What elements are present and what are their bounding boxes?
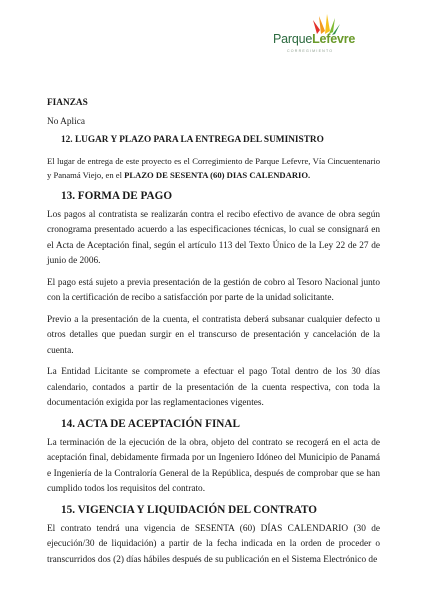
section-13-paragraph-4: La Entidad Licitante se compromete a efectuar el pago Total dentro de los 30 días calendario, contados a partir de la presentación de la cuenta respectiva, con toda la documentación exigida por las reglamentaciones vigentes. [47, 367, 380, 408]
logo-tagline: CORREGIMIENTO [287, 49, 334, 53]
logo-wordmark [273, 32, 355, 46]
section-12-title: 12. LUGAR Y PLAZO PARA LA ENTREGA DEL SUMINISTRO [61, 135, 324, 145]
section-14-paragraph-1: La terminación de la ejecución de la obra, objeto del contrato se recogerá en el acta de aceptación final, debidamente firmada por un Ingeniero Idóneo del Municipio de Panamá e Ingeniería de la Contraloría General de la República, después de comprobar que se han cumplido todos los requisitos del contrato. [47, 437, 380, 494]
section-14-title: 14. ACTA DE ACEPTACIÓN FINAL [61, 417, 240, 430]
fianzas-body: No Aplica [47, 116, 85, 127]
section-13-paragraph-1: Los pagos al contratista se realizarán contra el recibo efectivo de avance de obra según cronograma presentado acuerdo a las especificaciones técnicas, lo cual se consignará en el Acta de Aceptación final, según el artículo 113 del Texto Único de la Ley 22 de 27 de junio de 2006. [47, 209, 380, 266]
section-12-body [47, 154, 380, 183]
section-12-body-plazo: PLAZO DE SESENTA (60) DIAS CALENDARIO. [124, 170, 311, 180]
section-15-paragraph-1: El contrato tendrá una vigencia de SESENTA (60) DÍAS CALENDARIO (30 de ejecución/30 de liquidación) a partir de la fecha indicada en la orden de proceder o transcurridos dos (2) días hábiles después de su publicación en el Sistema Electrónico de [47, 523, 380, 565]
document-body [47, 96, 380, 568]
section-13-title: 13. FORMA DE PAGO [61, 189, 173, 202]
section-15-title: 15. VIGENCIA Y LIQUIDACIÓN DEL CONTRATO [61, 503, 317, 516]
fianzas-title: FIANZAS [47, 98, 88, 108]
logo-name-part2: Lefevre [312, 32, 356, 46]
section-13-paragraph-2: El pago está sujeto a previa presentación de la gestión de cobro al Tesoro Nacional junto con la certificación de recibo a satisfacción por parte de la unidad solicitante. [47, 277, 380, 303]
logo-name-part1: Parque [273, 32, 313, 46]
parque-lefevre-logo [273, 12, 393, 62]
section-13-paragraph-3: Previo a la presentación de la cuenta, el contratista deberá subsanar cualquier defecto u otros detalles que puedan surgir en el transcurso de presentación y cancelación de la cuenta. [47, 314, 380, 356]
section-12-body-text: El lugar de entrega de este proyecto es el Corregimiento de Parque Lefevre, Vía Cincuentenario y Panamá Viejo, en el [47, 155, 380, 180]
